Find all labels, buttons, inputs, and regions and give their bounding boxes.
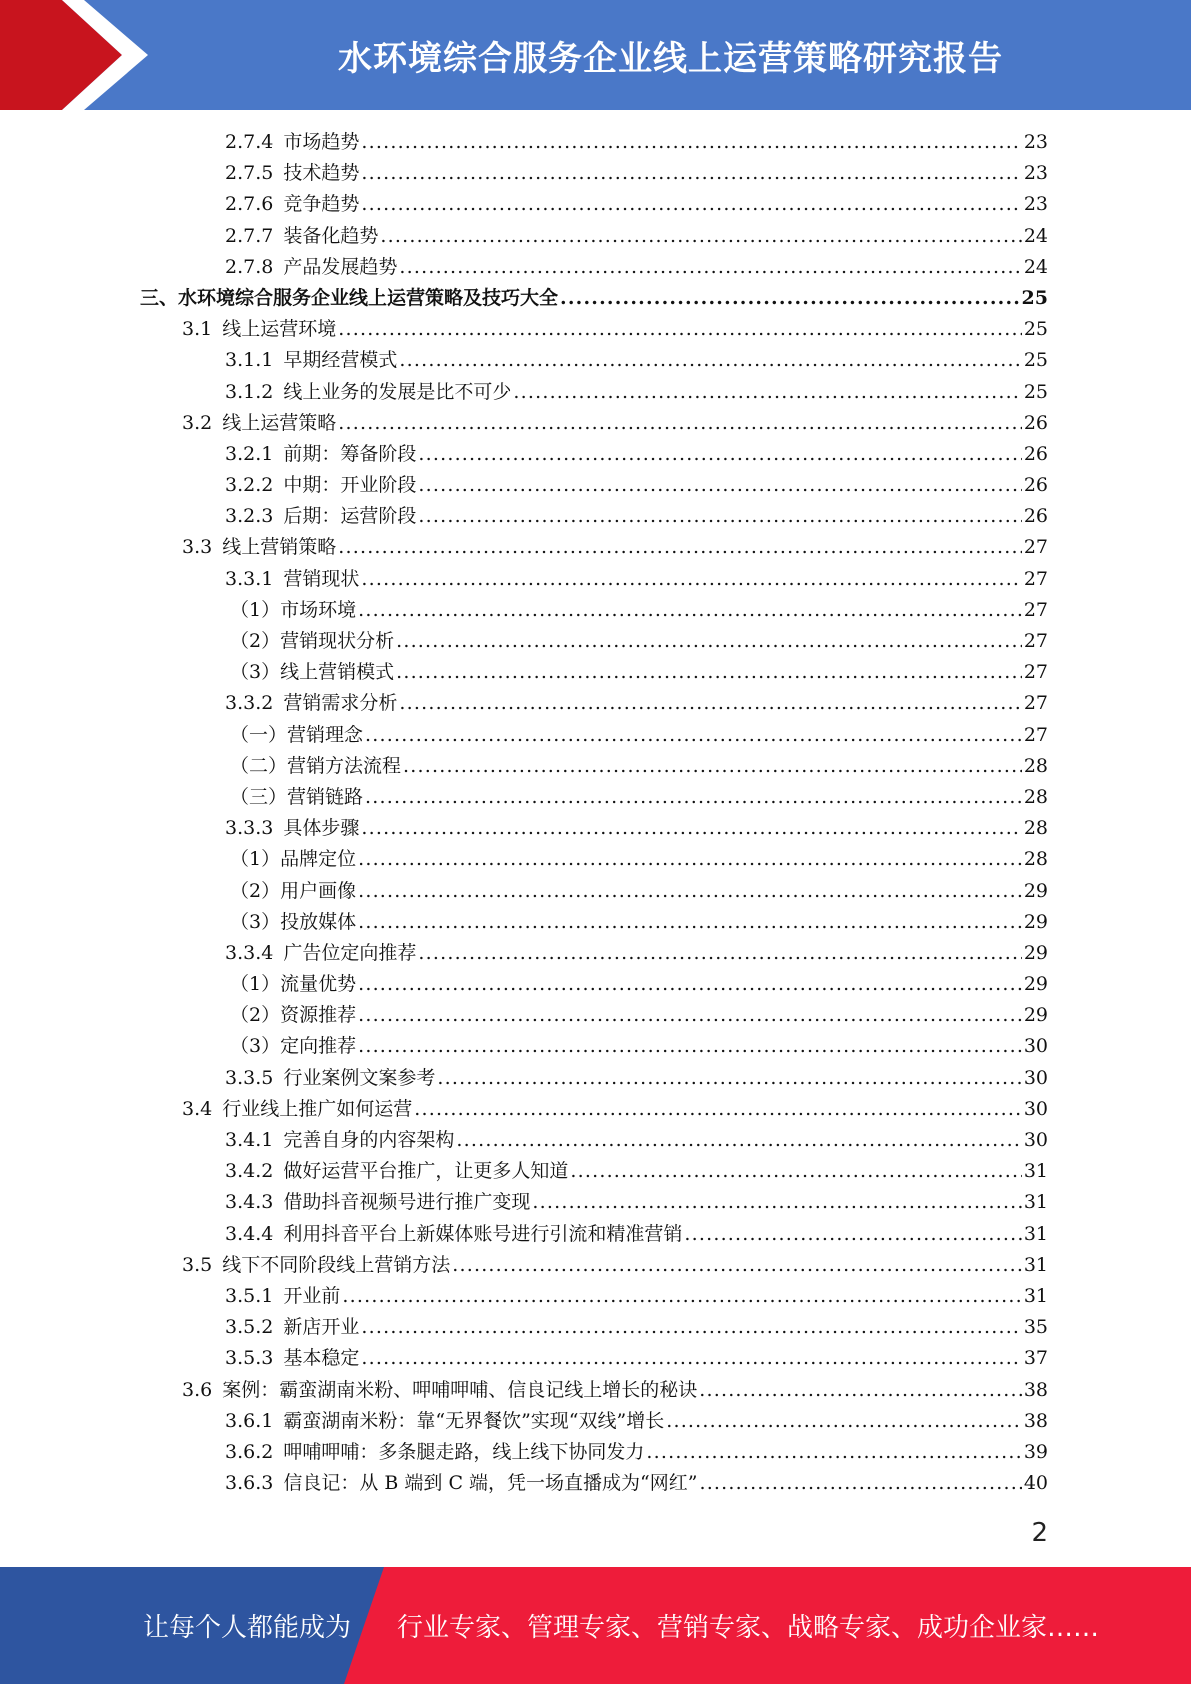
toc-entry-title: 基本稳定: [283, 1347, 360, 1370]
toc-entry-number: 3.4.2: [225, 1160, 274, 1183]
toc-entry-title: 中期：开业阶段: [283, 474, 417, 497]
toc-dot-leader: [361, 564, 1021, 595]
toc-dot-leader: [699, 1375, 1022, 1406]
toc-dot-leader: [570, 1156, 1021, 1187]
toc-entry-page: 23: [1023, 162, 1048, 185]
toc-entry[interactable]: [140, 470, 1048, 501]
toc-entry[interactable]: [140, 1219, 1048, 1250]
toc-entry-page: 40: [1023, 1472, 1048, 1495]
toc-entry[interactable]: [140, 1000, 1048, 1031]
toc-entry-title: 新店开业: [283, 1316, 360, 1339]
toc-entry-page: 38: [1023, 1378, 1048, 1401]
toc-entry[interactable]: [140, 782, 1048, 813]
toc-entry-page: 23: [1023, 193, 1048, 216]
toc-entry-title: 线上运营策略: [222, 411, 337, 434]
toc-entry[interactable]: [140, 501, 1048, 532]
toc-dot-leader: [396, 626, 1022, 657]
toc-entry[interactable]: [140, 252, 1048, 283]
toc-entry-title: 行业线上推广如何运营: [222, 1097, 413, 1120]
toc-entry-page: 25: [1021, 286, 1048, 309]
toc-entry-page: 28: [1023, 754, 1048, 777]
toc-dot-leader: [403, 751, 1022, 782]
toc-entry-page: 29: [1023, 973, 1048, 996]
toc-dot-leader: [437, 1063, 1021, 1094]
toc-entry-number: 3.4.4: [225, 1222, 274, 1245]
toc-entry[interactable]: [140, 377, 1048, 408]
toc-entry[interactable]: [140, 408, 1048, 439]
toc-entry-number: 3.6.3: [225, 1472, 274, 1495]
toc-entry-title: 竞争趋势: [283, 193, 360, 216]
toc-entry-title: （2）资源推荐: [230, 1004, 357, 1027]
toc-entry-page: 31: [1023, 1284, 1048, 1307]
toc-entry[interactable]: [140, 1063, 1048, 1094]
toc-entry-title: 呷哺呷哺：多条腿走路，线上线下协同发力: [283, 1440, 645, 1463]
toc-entry-title: （1）流量优势: [230, 973, 357, 996]
toc-dot-leader: [513, 377, 1021, 408]
toc-entry-number: 3.1.1: [225, 349, 274, 372]
toc-entry-number: 3.2: [182, 411, 213, 434]
toc-entry-title: 信良记：从 B 端到 C 端，凭一场直播成为“网红”: [283, 1472, 698, 1495]
toc-entry[interactable]: [140, 626, 1048, 657]
toc-entry-number: 3.3.5: [225, 1066, 274, 1089]
toc-dot-leader: [361, 1343, 1021, 1374]
toc-entry-page: 39: [1023, 1440, 1048, 1463]
toc-entry-title: 开业前: [283, 1284, 341, 1307]
toc-entry[interactable]: [140, 1250, 1048, 1281]
toc-entry-title: 线下不同阶段线上营销方法: [222, 1253, 451, 1276]
toc-entry-page: 31: [1023, 1253, 1048, 1276]
toc-dot-leader: [358, 1000, 1022, 1031]
toc-dot-leader: [666, 1406, 1022, 1437]
report-title: 水环境综合服务企业线上运营策略研究报告: [338, 38, 1003, 79]
toc-entry-number: 3.4: [182, 1097, 213, 1120]
toc-entry-page: 27: [1023, 630, 1048, 652]
toc-entry-title: 霸蛮湖南米粉：靠“无界餐饮”实现“双线”增长: [283, 1409, 665, 1432]
toc-entry[interactable]: [140, 1468, 1048, 1499]
toc-entry-page: 31: [1023, 1222, 1048, 1245]
toc-entry[interactable]: [140, 876, 1048, 907]
toc-dot-leader: [358, 969, 1022, 1000]
toc-entry-title: 早期经营模式: [283, 349, 398, 372]
toc-entry-number: 3.5.2: [225, 1316, 274, 1339]
toc-dot-leader: [380, 221, 1021, 252]
toc-entry-number: 3.2.2: [225, 474, 274, 497]
toc-dot-leader: [699, 1468, 1021, 1499]
toc-dot-leader: [361, 189, 1021, 220]
toc-entry[interactable]: [140, 1281, 1048, 1312]
toc-entry[interactable]: [140, 1343, 1048, 1374]
toc-entry-title: 案例：霸蛮湖南米粉、呷哺呷哺、信良记线上增长的秘诀: [222, 1378, 698, 1401]
toc-entry-page: 28: [1023, 817, 1048, 840]
toc-entry-number: 2.7.4: [225, 131, 274, 153]
toc-dot-leader: [358, 595, 1022, 626]
toc-entry-title: （二）营销方法流程: [230, 754, 402, 777]
toc-entry[interactable]: [140, 221, 1048, 252]
toc-dot-leader: [418, 938, 1021, 969]
page-header: [0, 0, 1191, 110]
toc-entry[interactable]: [140, 938, 1048, 969]
toc-entry-page: 28: [1023, 785, 1048, 808]
toc-entry[interactable]: [140, 1312, 1048, 1343]
toc-entry-page: 35: [1023, 1316, 1048, 1339]
toc-entry-page: 26: [1023, 505, 1048, 528]
toc-entry-page: 25: [1023, 380, 1048, 403]
toc-dot-leader: [361, 127, 1021, 158]
toc-entry[interactable]: [140, 969, 1048, 1000]
toc-entry-page: 27: [1023, 536, 1048, 559]
toc-dot-leader: [399, 688, 1021, 719]
toc-entry-number: 3.1: [182, 318, 213, 341]
toc-entry[interactable]: [140, 158, 1048, 189]
toc-entry-title: 技术趋势: [283, 162, 360, 185]
toc-entry[interactable]: [140, 595, 1048, 626]
toc-entry[interactable]: [140, 1031, 1048, 1062]
toc-dot-leader: [396, 657, 1022, 688]
toc-entry-title: 营销需求分析: [283, 692, 398, 715]
toc-entry-page: 30: [1023, 1129, 1048, 1151]
toc-dot-leader: [361, 813, 1021, 844]
footer-slogan-right: 行业专家、管理专家、营销专家、战略专家、成功企业家……: [397, 1613, 1100, 1643]
toc-entry-page: 29: [1023, 879, 1048, 902]
toc-entry-number: 3.3.4: [225, 941, 274, 964]
toc-dot-leader: [358, 1031, 1022, 1062]
toc-entry-page: 24: [1023, 255, 1048, 278]
toc-entry[interactable]: [140, 1187, 1048, 1218]
toc-dot-leader: [560, 283, 1020, 314]
toc-entry[interactable]: [140, 1406, 1048, 1437]
toc-entry-number: 3.3.2: [225, 692, 274, 715]
toc-entry-number: 3.2.3: [225, 505, 274, 528]
toc-dot-leader: [456, 1125, 1021, 1156]
toc-entry[interactable]: [140, 314, 1048, 345]
toc-dot-leader: [646, 1437, 1021, 1468]
toc-entry-number: 2.7.8: [225, 255, 274, 278]
toc-entry-page: 26: [1023, 474, 1048, 497]
toc-entry-page: 27: [1023, 692, 1048, 715]
page-footer: [0, 1567, 1191, 1684]
toc-entry-title: （3）定向推荐: [230, 1035, 357, 1058]
toc-entry-page: 25: [1023, 349, 1048, 372]
toc-entry-page: 30: [1023, 1097, 1048, 1120]
toc-entry-number: 3.5: [182, 1253, 213, 1276]
toc-entry-page: 29: [1023, 941, 1048, 964]
toc-entry-title: 借助抖音视频号进行推广变现: [283, 1191, 531, 1214]
footer-slogan-left: 让每个人都能成为: [143, 1613, 352, 1643]
toc-entry-page: 27: [1023, 661, 1048, 684]
toc-entry-title: 三、水环境综合服务企业线上运营策略及技巧大全: [140, 286, 559, 309]
toc-entry-page: 31: [1023, 1191, 1048, 1214]
toc-dot-leader: [418, 501, 1021, 532]
toc-dot-leader: [452, 1250, 1022, 1281]
toc-entry-number: 2.7.6: [225, 193, 274, 216]
toc-entry[interactable]: [140, 345, 1048, 376]
toc-entry-page: 27: [1023, 567, 1048, 590]
toc-entry-page: 38: [1023, 1409, 1048, 1432]
toc-dot-leader: [399, 252, 1021, 283]
toc-entry[interactable]: [140, 439, 1048, 470]
toc-entry-page: 26: [1023, 442, 1048, 465]
toc-entry-title: 线上营销策略: [222, 536, 337, 559]
toc-entry-number: 3.2.1: [225, 442, 274, 465]
toc-entry-page: 27: [1023, 723, 1048, 746]
toc-entry-title: 利用抖音平台上新媒体账号进行引流和精准营销: [283, 1222, 683, 1245]
toc-entry-number: 3.1.2: [225, 380, 274, 403]
toc-entry[interactable]: [140, 564, 1048, 595]
toc-entry[interactable]: [140, 1437, 1048, 1468]
toc-entry-number: 2.7.5: [225, 162, 274, 185]
header-arrow-graphic: [0, 0, 160, 110]
toc-entry-number: 3.6.1: [225, 1409, 274, 1432]
toc-entry-number: 3.6: [182, 1378, 213, 1401]
toc-entry-title: （1）市场环境: [230, 598, 357, 621]
toc-entry-title: 后期：运营阶段: [283, 505, 417, 528]
toc-entry[interactable]: [140, 1094, 1048, 1125]
toc-entry-page: 27: [1023, 598, 1048, 621]
toc-entry-page: 29: [1023, 1004, 1048, 1027]
toc-dot-leader: [361, 1312, 1021, 1343]
toc-entry-title: （1）品牌定位: [230, 848, 357, 871]
toc-entry-page: 31: [1023, 1160, 1048, 1183]
toc-entry-title: 营销现状: [283, 567, 360, 590]
toc-dot-leader: [358, 844, 1022, 875]
toc-entry[interactable]: [140, 688, 1048, 719]
toc-entry-page: 29: [1023, 910, 1048, 933]
toc-dot-leader: [684, 1219, 1021, 1250]
toc-entry[interactable]: [140, 657, 1048, 688]
toc-entry[interactable]: [140, 844, 1048, 875]
toc-entry-number: 3.3.3: [225, 817, 274, 840]
toc-entry-number: 3.6.2: [225, 1440, 274, 1463]
toc-entry-title: （3）投放媒体: [230, 910, 357, 933]
toc-entry-page: 25: [1023, 318, 1048, 341]
toc-entry-page: 28: [1023, 848, 1048, 871]
toc-entry[interactable]: [140, 720, 1048, 751]
toc-dot-leader: [361, 158, 1021, 189]
toc-dot-leader: [532, 1187, 1021, 1218]
toc-dot-leader: [342, 1281, 1021, 1312]
toc-entry-page: 26: [1023, 411, 1048, 434]
toc-entry-number: 2.7.7: [225, 224, 274, 247]
toc-dot-leader: [365, 782, 1022, 813]
toc-dot-leader: [358, 876, 1022, 907]
toc-entry-number: 3.3: [182, 536, 213, 559]
toc-entry-page: 24: [1023, 224, 1048, 247]
toc-entry-page: 23: [1023, 131, 1048, 153]
toc-entry-title: （2）用户画像: [230, 879, 357, 902]
toc-entry[interactable]: [140, 907, 1048, 938]
toc-entry-number: 3.5.1: [225, 1284, 274, 1307]
toc-entry-title: 具体步骤: [283, 817, 360, 840]
toc-dot-leader: [358, 907, 1022, 938]
toc-dot-leader: [418, 470, 1021, 501]
toc-entry-page: 30: [1023, 1066, 1048, 1089]
toc-entry-title: （三）营销链路: [230, 785, 364, 808]
toc-dot-leader: [338, 408, 1022, 439]
toc-entry-page: 30: [1023, 1035, 1048, 1058]
toc-entry-number: 3.3.1: [225, 567, 274, 590]
toc-entry-title: （一）营销理念: [230, 723, 364, 746]
toc-entry[interactable]: [140, 532, 1048, 563]
toc-entry-title: 线上运营环境: [222, 318, 337, 341]
toc-entry-title: 前期：筹备阶段: [283, 442, 417, 465]
toc-entry[interactable]: [140, 1125, 1048, 1156]
toc-entry[interactable]: [140, 813, 1048, 844]
toc-entry[interactable]: [140, 189, 1048, 220]
toc-dot-leader: [399, 345, 1021, 376]
toc-dot-leader: [338, 314, 1022, 345]
toc-entry-title: （2）营销现状分析: [230, 630, 395, 652]
page-number: 2: [1031, 1518, 1048, 1548]
toc-entry-number: 3.4.3: [225, 1191, 274, 1214]
toc-dot-leader: [414, 1094, 1022, 1125]
toc-entry-title: 产品发展趋势: [283, 255, 398, 278]
toc-entry[interactable]: [140, 1375, 1048, 1406]
toc-entry-title: 装备化趋势: [283, 224, 379, 247]
toc-entry-title: （3）线上营销模式: [230, 661, 395, 684]
toc-entry-page: 37: [1023, 1347, 1048, 1370]
toc-entry-number: 3.4.1: [225, 1129, 274, 1151]
toc-dot-leader: [338, 532, 1022, 563]
toc-entry[interactable]: [140, 127, 1048, 158]
toc-entry-title: 广告位定向推荐: [283, 941, 417, 964]
toc-dot-leader: [418, 439, 1021, 470]
toc-entry-title: 做好运营平台推广，让更多人知道: [283, 1160, 569, 1183]
toc-entry[interactable]: [140, 283, 1048, 314]
toc-entry[interactable]: [140, 751, 1048, 782]
toc-entry-title: 行业案例文案参考: [283, 1066, 436, 1089]
toc-entry-number: 3.5.3: [225, 1347, 274, 1370]
toc-entry-title: 线上业务的发展是比不可少: [283, 380, 512, 403]
toc-entry[interactable]: [140, 1156, 1048, 1187]
toc-entry-title: 市场趋势: [283, 131, 360, 153]
toc-entry-title: 完善自身的内容架构: [283, 1129, 455, 1151]
table-of-contents: [140, 127, 1048, 1499]
toc-dot-leader: [365, 720, 1022, 751]
